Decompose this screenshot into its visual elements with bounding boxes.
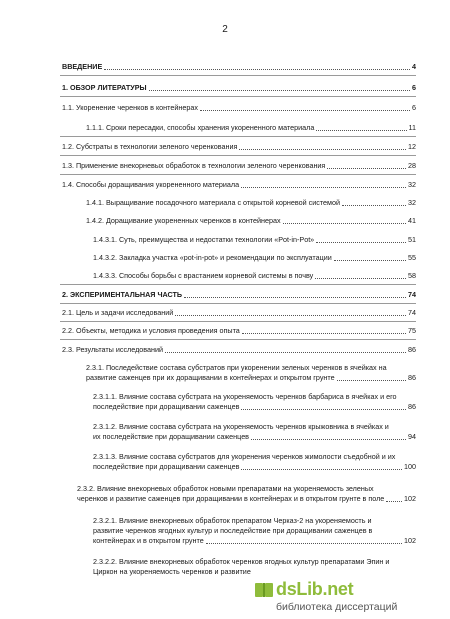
- toc-entry[interactable]: 2.3.1.1. Влияние состава субстрата на укореняемость черенков барбариса в ячейках и его последействие при доращивании саженцев 86: [93, 392, 416, 411]
- book-icon: [254, 580, 274, 600]
- toc-entry[interactable]: 1.4.3.1. Суть, преимущества и недостатки технологии «Pot-in-Pot» 51: [93, 235, 416, 244]
- page-number: 2: [222, 24, 228, 35]
- toc-entry[interactable]: ВВЕДЕНИЕ 4: [62, 62, 416, 71]
- toc-entry[interactable]: 1.4.3.3. Способы борьбы с врастанием корневой системы в почву 58: [93, 271, 416, 280]
- toc-entry[interactable]: 1.4.3.2. Закладка участка «pot-in-pot» и рекомендации по эксплуатации 55: [93, 253, 416, 262]
- toc-entry[interactable]: 1.4. Способы доращивания укорененного материала 32: [62, 180, 416, 189]
- dslib-logo: [254, 579, 364, 601]
- toc-entry[interactable]: 2.3.2. Влияние внекорневых обработок новыми препаратами на укореняемость зеленых черенков и развитие саженцев при доращивании в контейнерах и в открытом грунте в поле 102: [77, 484, 416, 503]
- toc-entry[interactable]: 1.3. Применение внекорневых обработок в технологии зеленого черенкования 28: [62, 161, 416, 170]
- toc-entry[interactable]: 1.1. Укоренение черенков в контейнерах 6: [62, 103, 416, 112]
- toc-entry[interactable]: 2.3.1.2. Влияние состава субстрата на укореняемость черенков крыжовника в ячейках и их последействие при доращивании саженцев 94: [93, 422, 416, 441]
- toc-entry[interactable]: 2.2. Объекты, методика и условия проведения опыта 75: [62, 326, 416, 335]
- toc-entry[interactable]: 1. ОБЗОР ЛИТЕРАТУРЫ 6: [62, 83, 416, 92]
- toc-entry[interactable]: 1.4.2. Доращивание укорененных черенков в контейнерах 41: [86, 216, 416, 225]
- toc-entry[interactable]: 2.3. Результаты исследований 86: [62, 345, 416, 354]
- toc-entry[interactable]: 2.1. Цель и задачи исследований 74: [62, 308, 416, 317]
- toc-entry[interactable]: 1.1.1. Сроки пересадки, способы хранения укорененного материала 11: [86, 123, 416, 132]
- toc-entry[interactable]: 2.3.1.3. Влияние состава субстратов для укоренения черенков жимолости съедобной и их последействие при доращивании саженцев 100: [93, 452, 416, 471]
- watermark-tagline: библиотека диссертаций: [276, 601, 398, 613]
- watermark-brand: dsLib.net: [276, 579, 354, 599]
- dslib-watermark[interactable]: [254, 579, 440, 615]
- toc-entry[interactable]: 1.4.1. Выращивание посадочного материала с открытой корневой системой 32: [86, 198, 416, 207]
- toc-entry[interactable]: 2.3.2.1. Влияние внекорневых обработок препаратом Черказ-2 на укореняемость и развитие черенков ягодных культур и последействие при доращивании саженцев в контейнерах и в открытом грунте 102: [93, 516, 416, 545]
- toc-entry[interactable]: 2.3.1. Последействие состава субстратов при укоренении зеленых черенков в ячейках на развитие саженцев при их доращивании в контейнерах и открытом грунте 86: [86, 363, 416, 382]
- toc-entry[interactable]: 2.3.2.2. Влияние внекорневых обработок черенков ягодных культур препаратами Эпин и Циркон на укореняемость черенков и развитие: [93, 557, 390, 576]
- toc-entry[interactable]: 2. ЭКСПЕРИМЕНТАЛЬНАЯ ЧАСТЬ 74: [62, 290, 416, 299]
- toc-entry[interactable]: 1.2. Субстраты в технологии зеленого черенкования 12: [62, 142, 416, 151]
